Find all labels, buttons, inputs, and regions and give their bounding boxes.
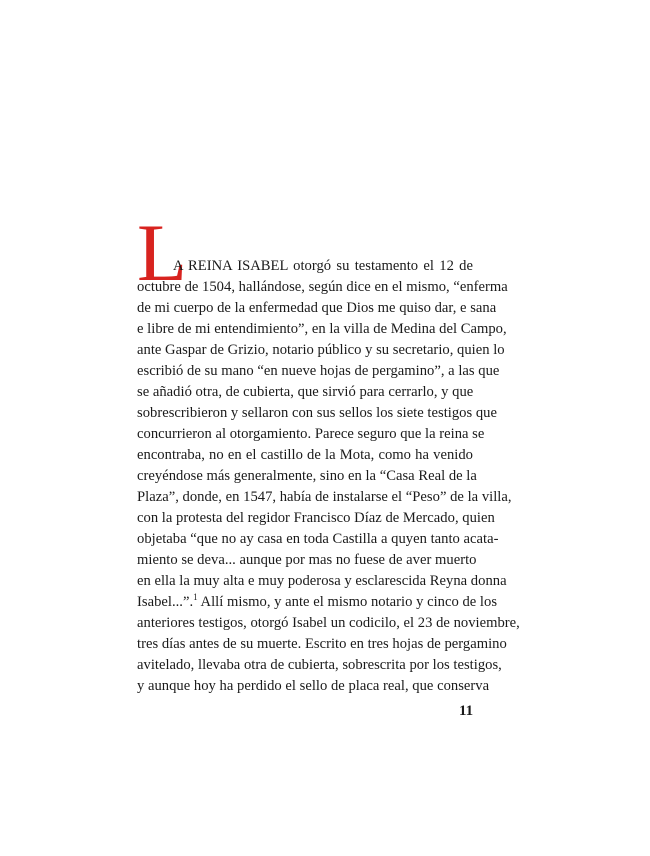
text-line: octubre de 1504, hallándose, según dice en el mismo, “enferma	[137, 279, 508, 295]
text-line: tres días antes de su muerte. Escrito en tres hojas de pergamino	[137, 636, 507, 652]
text-line: de mi cuerpo de la enfermedad que Dios me quiso dar, e sana	[137, 300, 497, 316]
text-line: A REINA ISABEL otorgó su testamento el 12 de	[173, 258, 473, 274]
text-line: con la protesta del regidor Francisco Díaz de Mercado, quien	[137, 510, 495, 526]
text-line: avitelado, llevaba otra de cubierta, sobrescrita por los testigos,	[137, 657, 502, 673]
text-line: se añadió otra, de cubierta, que sirvió para cerrarlo, y que	[137, 384, 474, 400]
text-line: escribió de su mano “en nueve hojas de pergamino”, a las que	[137, 363, 500, 379]
text-line: concurrieron al otorgamiento. Parece seguro que la reina se	[137, 426, 485, 442]
text-line: y aunque hoy ha perdido el sello de placa real, que conserva	[137, 678, 490, 694]
text-line-with-footnote	[137, 592, 498, 612]
text-line: creyéndose más generalmente, sino en la “Casa Real de la	[137, 468, 477, 484]
text-line: en ella la muy alta e muy poderosa y esclarescida Reyna donna	[137, 573, 507, 589]
footnote-marker: 1	[193, 592, 198, 603]
page-number: 11	[459, 703, 474, 719]
text-line: Plaza”, donde, en 1547, había de instalarse el “Peso” de la villa,	[137, 489, 512, 505]
text-fragment: Allí mismo, y ante el mismo notario y cinco de los	[200, 594, 498, 610]
drop-cap-initial: L	[137, 207, 188, 298]
text-line: encontraba, no en el castillo de la Mota, como ha venido	[137, 447, 473, 463]
text-line: anteriores testigos, otorgó Isabel un codicilo, el 23 de noviembre,	[137, 615, 520, 631]
text-line: objetaba “que no ay casa en toda Castilla a quyen tanto acata-	[137, 531, 499, 547]
text-line: sobrescribieron y sellaron con sus sellos los siete testigos que	[137, 405, 497, 421]
text-line: e libre de mi entendimiento”, en la villa de Medina del Campo,	[137, 321, 507, 337]
text-fragment: Isabel...”.	[137, 594, 194, 610]
text-line: ante Gaspar de Grizio, notario público y su secretario, quien lo	[137, 342, 505, 358]
text-line: miento se deva... aunque por mas no fuese de aver muerto	[137, 552, 477, 568]
